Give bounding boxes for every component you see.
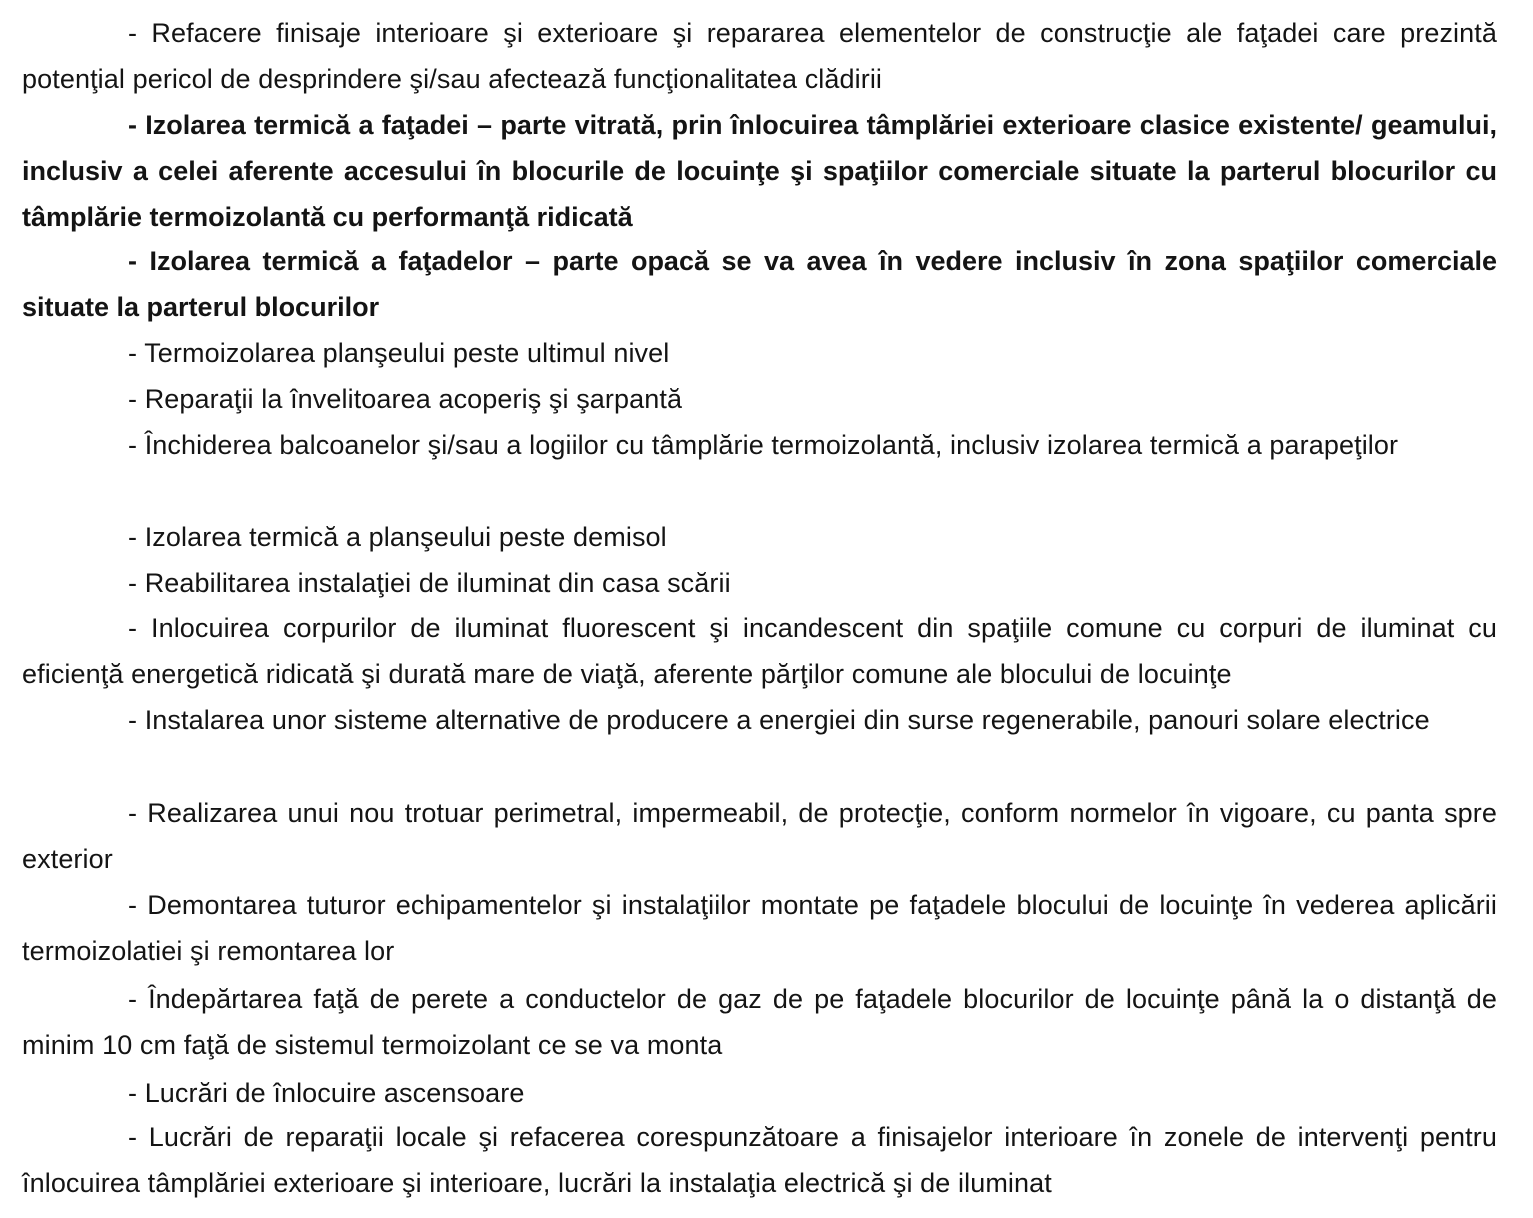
list-item: - Inlocuirea corpurilor de iluminat fluorescent şi incandescent din spaţiile comune cu corpuri de iluminat cu eficienţă energetică ridicată şi durată mare de viaţă, aferente părţilor comune ale blocului de locuinţe xyxy=(22,613,1497,689)
list-item: - Reabilitarea instalaţiei de iluminat din casa scării xyxy=(128,568,731,598)
list-item: - Lucrări de reparaţii locale şi refacerea corespunzătoare a finisajelor interioare în zonele de intervenţi pentru înlocuirea tâmplăriei exterioare şi interioare, lucrări la instalaţia electrică şi de iluminat xyxy=(22,1122,1497,1198)
list-item: - Instalarea unor sisteme alternative de producere a energiei din surse regenerabile, panouri solare electrice xyxy=(128,705,1430,735)
list-item: - Izolarea termică a planşeului peste demisol xyxy=(128,522,667,552)
list-item: - Îndepărtarea faţă de perete a conductelor de gaz de pe faţadele blocurilor de locuinţe până la o distanţă de minim 10 cm faţă de sistemul termoizolant ce se va monta xyxy=(22,984,1497,1060)
list-item: - Realizarea unui nou trotuar perimetral, impermeabil, de protecţie, conform normelor în vigoare, cu panta spre exterior xyxy=(22,798,1497,874)
list-item: - Izolarea termică a faţadei – parte vitrată, prin înlocuirea tâmplăriei exterioare clasice existente/ geamului, inclusiv a celei aferente accesului în blocurile de locuinţe şi spaţiilor comerciale situate la parterul blocurilor cu tâmplărie termoizolantă cu performanţă ridicată xyxy=(22,110,1497,232)
list-item: - Refacere finisaje interioare şi exterioare şi repararea elementelor de construcţie ale faţadei care prezintă potenţial pericol de desprindere şi/sau afectează funcţionalitatea clădirii xyxy=(22,18,1497,94)
list-item: - Demontarea tuturor echipamentelor şi instalaţiilor montate pe faţadele blocului de locuinţe în vederea aplicării termoizolatiei şi remontarea lor xyxy=(22,890,1497,966)
list-item: - Termoizolarea planşeului peste ultimul nivel xyxy=(128,338,670,368)
list-item: - Lucrări de înlocuire ascensoare xyxy=(128,1078,525,1108)
list-item: - Izolarea termică a faţadelor – parte opacă se va avea în vedere inclusiv în zona spaţiilor comerciale situate la parterul blocurilor xyxy=(22,246,1497,322)
list-item: - Închiderea balcoanelor şi/sau a logiilor cu tâmplărie termoizolantă, inclusiv izolarea termică a parapeţilor xyxy=(128,430,1399,460)
list-item: - Reparaţii la învelitoarea acoperiş şi şarpantă xyxy=(128,384,683,414)
